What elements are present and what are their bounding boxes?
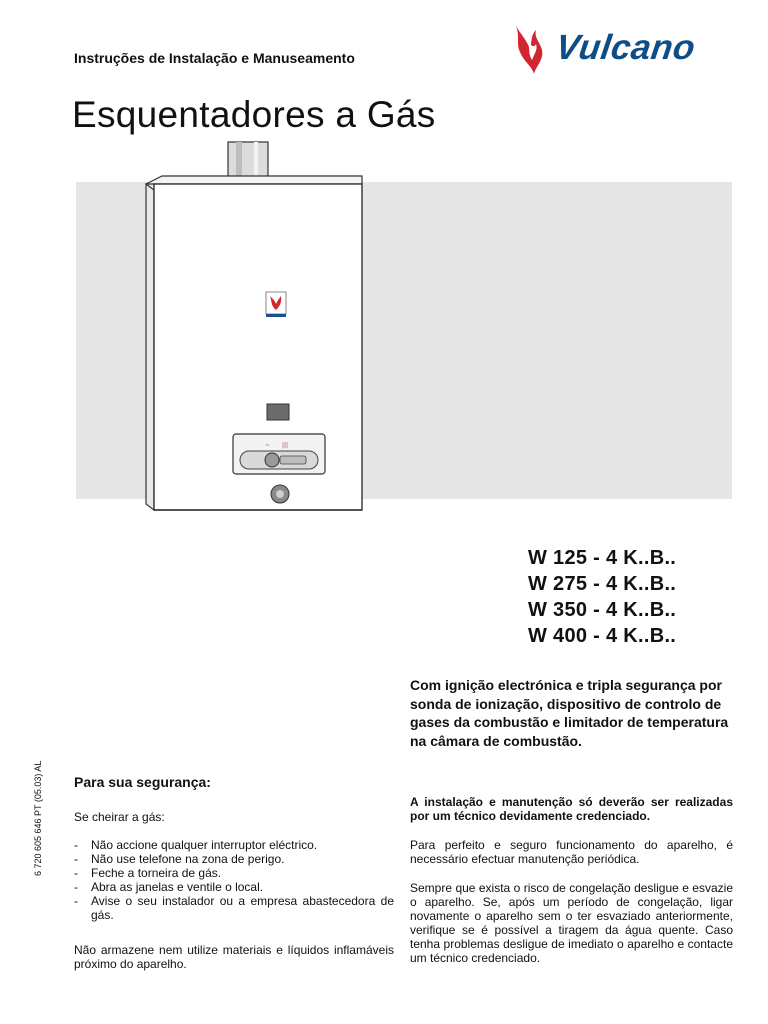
model-item: W 350 - 4 K..B.. <box>528 599 677 621</box>
svg-text:|||: ||| <box>282 442 289 449</box>
model-item: W 275 - 4 K..B.. <box>528 573 677 595</box>
safety-list <box>74 838 394 922</box>
document-code: 6 720 605 646 PT (05.03) AL <box>33 760 43 876</box>
storage-warning: Não armazene nem utilize materiais e líquidos inflamáveis próximo do aparelho. <box>74 943 394 971</box>
svg-text:~: ~ <box>265 442 271 449</box>
document-subtitle: Instruções de Instalação e Manuseamento <box>74 50 355 66</box>
model-list <box>528 545 676 649</box>
list-item: - Feche a torneira de gás. <box>74 866 394 880</box>
freeze-note: Sempre que exista o risco de congelação desligue e esvazie o aparelho. Se, após um período de congelação, ligar novamente o aparelho sem o ter esvaziado anteriormente, verifique se é possível a tiragem da água quente. Caso tenha problemas desligue de imediato o aparelho e contacte um técnico credenciado. <box>410 881 733 965</box>
brand-name: Vulcano <box>553 28 698 67</box>
list-item: - Não accione qualquer interruptor eléctrico. <box>74 838 394 852</box>
model-item: W 400 - 4 K..B.. <box>528 625 677 647</box>
maintenance-note: Para perfeito e seguro funcionamento do aparelho, é necessário efectuar manutenção periódica. <box>410 838 733 866</box>
flame-logo-icon <box>510 22 550 76</box>
list-item: - Avise o seu instalador ou a empresa abastecedora de gás. <box>74 894 394 922</box>
safety-heading: Para sua segurança: <box>74 774 211 790</box>
safety-intro: Se cheirar a gás: <box>74 810 165 824</box>
list-item: - Não use telefone na zona de perigo. <box>74 852 394 866</box>
water-heater-illustration <box>130 136 380 516</box>
page-title: Esquentadores a Gás <box>72 94 436 135</box>
installation-note: A instalação e manutenção só deverão ser realizadas por um técnico devidamente credenciado. <box>410 795 733 823</box>
list-item: - Abra as janelas e ventile o local. <box>74 880 394 894</box>
feature-description: Com ignição electrónica e tripla segurança por sonda de ionização, dispositivo de controlo de gases da combustão e limitador de temperatura na câmara de combustão. <box>410 677 729 749</box>
model-item: W 125 - 4 K..B.. <box>528 547 677 569</box>
